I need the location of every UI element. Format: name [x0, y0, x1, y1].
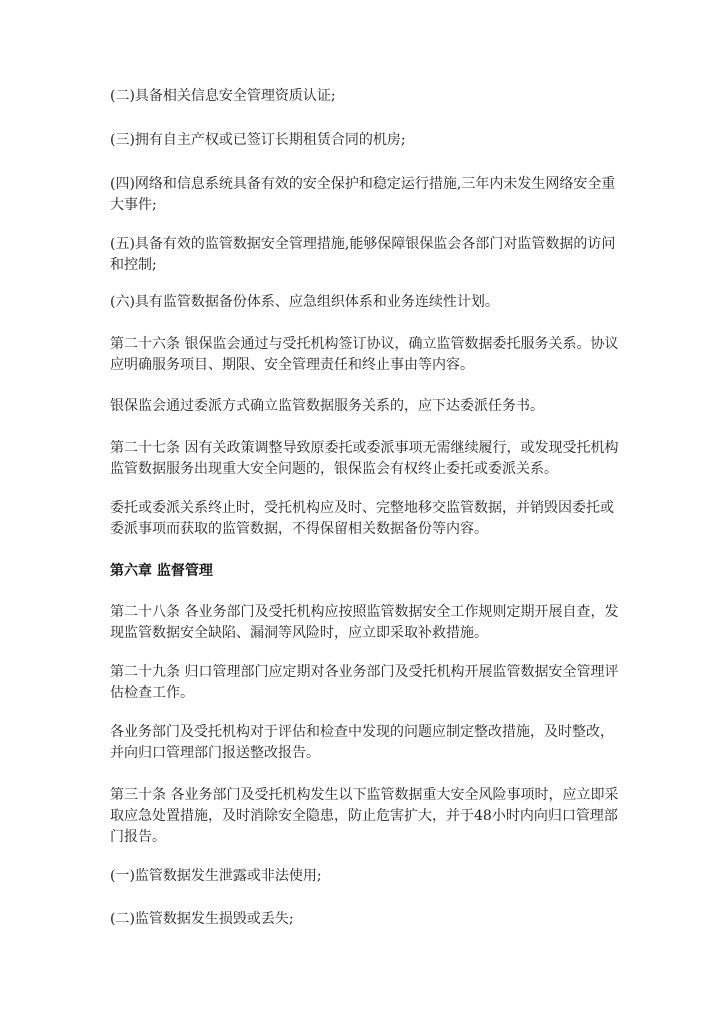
paragraph-item-6: (六)具有监管数据备份体系、应急组织体系和业务连续性计划。: [110, 294, 499, 310]
list-item-2: (二)监管数据发生损毁或丢失;: [110, 911, 294, 927]
paragraph-item-5: (五)具备有效的监管数据安全管理措施,能够保障银保监会各部门对监管数据的访问和控制;: [110, 236, 616, 273]
paragraph-item-4: (四)网络和信息系统具备有效的安全保护和稳定运行措施,三年内未发生网络安全重大事件;: [110, 176, 616, 213]
article-26-note: 银保监会通过委派方式确立监管数据服务关系的，应下达委派任务书。: [110, 398, 544, 414]
article-26: 第二十六条 银保监会通过与受托机构签订协议，确立监管数据委托服务关系。协议应明确服务项目、期限、安全管理责任和终止事由等内容。: [110, 336, 619, 373]
article-30: 第三十条 各业务部门及受托机构发生以下监管数据重大安全风险事项时，应立即采取应急处置措施，及时消除安全隐患，防止危害扩大，并于48小时内向归口管理部门报告。: [110, 787, 619, 845]
article-29: 第二十九条 归口管理部门应定期对各业务部门及受托机构开展监管数据安全管理评估检查工作。: [110, 664, 619, 701]
article-27-note: 委托或委派关系终止时，受托机构应及时、完整地移交监管数据，并销毁因委托或委派事项而获取的监管数据，不得保留相关数据备份等内容。: [110, 500, 614, 537]
paragraph-item-2: (二)具备相关信息安全管理资质认证;: [110, 88, 336, 104]
article-29-note: 各业务部门及受托机构对于评估和检查中发现的问题应制定整改措施，及时整改，并向归口管理部门报送整改报告。: [110, 724, 614, 761]
list-item-1: (一)监管数据发生泄露或非法使用;: [110, 868, 322, 884]
article-27: 第二十七条 因有关政策调整导致原委托或委派事项无需继续履行，或发现受托机构监管数据服务出现重大安全问题的，银保监会有权终止委托或委派关系。: [110, 440, 619, 477]
paragraph-item-3: (三)拥有自主产权或已签订长期租赁合同的机房;: [110, 132, 406, 148]
article-28: 第二十八条 各业务部门及受托机构应按照监管数据安全工作规则定期开展自查，发现监管数据安全缺陷、漏洞等风险时，应立即采取补救措施。: [110, 604, 619, 641]
chapter-heading: 第六章 监督管理: [110, 563, 213, 579]
